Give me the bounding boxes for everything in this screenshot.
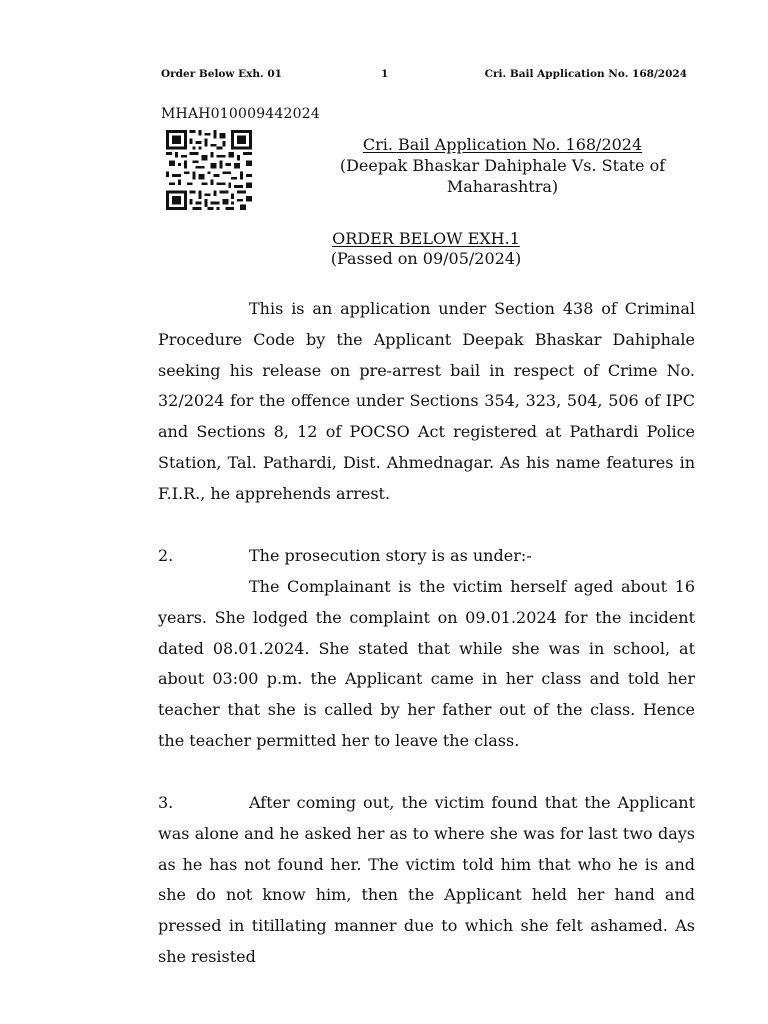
paragraph-2-number: 2. — [158, 546, 174, 565]
qr-code-icon — [166, 130, 252, 210]
case-parties-line-2: Maharashtra) — [446, 177, 559, 196]
case-parties-line-1: (Deepak Bhaskar Dahiphale Vs. State of — [339, 156, 666, 175]
header-page-number: 1 — [381, 68, 389, 80]
paragraph-3 — [158, 788, 695, 973]
cnr-number: MHAH010009442024 — [161, 106, 320, 122]
order-title: ORDER BELOW EXH.1 — [332, 229, 520, 248]
order-passed-date: (Passed on 09/05/2024) — [330, 249, 522, 268]
paragraph-3-number: 3. — [158, 793, 174, 812]
header-right-text: Cri. Bail Application No. 168/2024 — [484, 68, 687, 80]
running-header — [161, 68, 687, 84]
paragraph-2-text: The Complainant is the victim herself aged about 16 years. She lodged the complaint on 09.01.2024 for the incident dated 08.01.2024. She stated that while she was in school, at about 03:00 p.m. the Applicant came in her class and told her teacher that she is called by her father out of the class. Hence the teacher permitted her to leave the class. — [158, 577, 695, 750]
case-number: Cri. Bail Application No. 168/2024 — [362, 135, 643, 154]
case-title-block — [330, 134, 675, 197]
paragraph-2-heading-line — [158, 541, 532, 572]
order-title-block — [0, 229, 768, 269]
paragraph-2-body — [158, 572, 695, 757]
paragraph-1-text: This is an application under Section 438 of Criminal Procedure Code by the Applicant Deepak Bhaskar Dahiphale seeking his release on pre-arrest bail in respect of Crime No. 32/2024 for the offence under Sections 354, 323, 504, 506 of IPC and Sections 8, 12 of POCSO Act registered at Pathardi Police Station, Tal. Pathardi, Dist. Ahmednagar. As his name features in F.I.R., he apprehends arrest. — [158, 299, 695, 503]
header-left-text: Order Below Exh. 01 — [161, 68, 282, 80]
paragraph-3-text: After coming out, the victim found that the Applicant was alone and he asked her as to where she was for last two days as he has not found her. The victim told him that who he is and she do not know him, then the Applicant held her hand and pressed in titillating manner due to which she felt ashamed. As she resisted — [158, 793, 695, 966]
paragraph-1 — [158, 294, 695, 510]
paragraph-2-heading: The prosecution story is as under:- — [249, 546, 532, 565]
